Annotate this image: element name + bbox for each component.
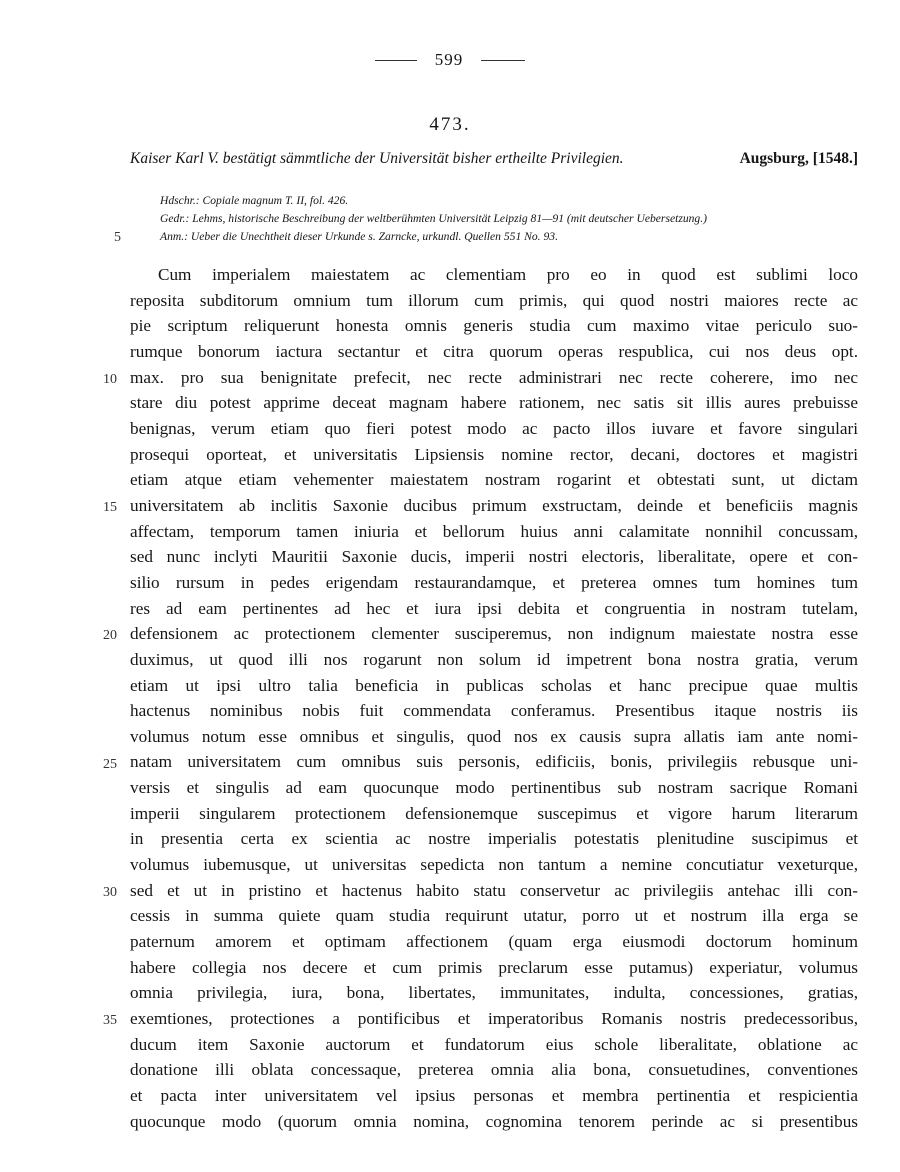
text-line: defensionem ac protectionem clementer susciperemus, non indignum maiestate nostra esse [130,624,858,644]
line-number: 15 [103,500,117,515]
source-notes [160,192,860,246]
document-number: 473. [429,114,471,135]
text-line: imperii singularem protectionem defensionemque suscepimus et vigore harum literarum [130,803,858,823]
text-line: pie scriptum reliquerunt honesta omnis generis studia cum maximo vitae periculo suo- [130,316,858,336]
text-line: Cum imperialem maiestatem ac clementiam pro eo in quod est sublimi loco [158,265,858,284]
header-rule-left [375,60,417,61]
text-line: affectam, temporum tamen iniuria et bellorum huius anni calamitate nonnihil concussam, [130,521,858,541]
text-line: universitatem ab inclitis Saxonie ducibus primum exstructam, deinde et beneficiis magnis [130,495,858,515]
text-line: paternum amorem et optimam affectionem (quam erga eiusmodi doctorum hominum [130,932,858,952]
text-line: benignas, verum etiam quo fieri potest modo ac pacto illos iuvare et favore singulari [130,418,858,438]
text-line: exemtiones, protectiones a pontificibus et imperatoribus Romanis nostris predecessoribus, [130,1009,858,1029]
text-line: prosequi oporteat, et universitatis Lipsiensis nomine rector, decani, doctores et magistri [130,444,858,464]
text-line: reposita subditorum omnium tum illorum cum primis, qui quod nostri maiores recte ac [130,290,858,310]
line-number: 25 [103,757,117,772]
charter-text [130,262,858,1134]
page-header [0,48,900,72]
document-title: Kaiser Karl V. bestätigt sämmtliche der Universität bisher ertheilte Privilegien. [130,150,624,167]
line-number: 10 [103,372,117,387]
text-line: ducum item Saxonie auctorum et fundatorum eius schole liberalitate, oblatione ac [130,1034,858,1054]
text-line: stare diu potest apprime deceat magnam habere rationem, nec satis sit illis aures prebuisse [130,393,858,413]
place-date: Augsburg, [1548.] [739,150,858,167]
text-line: volumus notum esse omnibus et singulis, quod nos ex causis supra allatis iam ante nomi- [130,726,858,746]
text-line: cessis in summa quiete quam studia requirunt utatur, porro ut et nostrum illa erga se [130,906,858,926]
text-line: silio rursum in pedes erigendam restaurandamque, et preterea omnes tum homines tum [130,572,858,592]
text-line: donatione illi oblata concessaque, preterea omnia alia bona, consuetudines, conventiones [130,1060,858,1080]
text-line: et pacta inter universitatem vel ipsius personas et membra pertinentia et respicientia [130,1086,858,1105]
text-line: volumus iubemusque, ut universitas sepedicta non tantum a nemine concutiatur vexeturque, [130,855,858,875]
text-line: in presentia certa ex scientia ac nostre imperialis potestatis plenitudine suscipimus et [130,829,858,849]
source-annotation: Anm.: Ueber die Unechtheit dieser Urkunde s. Zarncke, urkundl. Quellen 551 No. 93. [160,230,558,243]
text-line: versis et singulis ad eam quocunque modo pertinentibus sub nostram sacrique Romani [130,778,858,798]
text-line: rumque bonorum iactura sectantur et citra quorum operas respublica, cui nos deus opt. [130,341,858,361]
text-line: omnia privilegia, iura, bona, libertates, immunitates, indulta, concessiones, gratias, [130,983,858,1003]
text-line: natam universitatem cum omnibus suis personis, edificiis, bonis, privilegiis rebusque uni- [130,752,858,772]
line-number: 35 [103,1013,117,1028]
source-printed: Gedr.: Lehms, historische Beschreibung der weltberühmten Universität Leipzig 81—91 (mit deutscher Uebersetzung.) [160,212,707,225]
text-line: sed nunc inclyti Mauritii Saxonie ducis, imperii nostri electoris, liberalitate, opere et con- [130,547,858,567]
header-rule-right [481,60,525,61]
text-line: sed et ut in pristino et hactenus habito statu conservetur ac privilegiis antehac illi con- [130,880,858,900]
page-number: 599 [434,50,464,69]
document-heading [130,150,858,168]
text-line: habere collegia nos decere et cum primis preclarum esse putamus) experiatur, volumus [130,957,858,977]
source-manuscript: Hdschr.: Copiale magnum T. II, fol. 426. [160,194,349,207]
line-number: 30 [103,885,117,900]
text-line: max. pro sua benignitate prefecit, nec recte administrari nec recte coherere, imo nec [130,367,858,387]
text-line: res ad eam pertinentes ad hec et iura ipsi debita et congruentia in nostram tutelam, [130,598,858,618]
text-line: etiam atque etiam vehementer maiestatem nostram rogarint et obtestati sunt, ut dictam [130,470,858,490]
text-line: quocunque modo (quorum omnia nomina, cognomina tenorem perinde ac si presentibus [130,1111,858,1131]
text-line: etiam ut ipsi ultro talia beneficia in publicas scholas et hanc precipue quae multis [130,675,858,695]
line-number: 20 [103,628,117,643]
line-number: 5 [114,230,121,245]
text-line: hactenus nominibus nobis fuit commendata conferamus. Presentibus itaque nostris iis [130,701,858,721]
text-line: duximus, ut quod illi nos rogarunt non solum id impetrent bona nostra gratia, verum [130,649,858,669]
